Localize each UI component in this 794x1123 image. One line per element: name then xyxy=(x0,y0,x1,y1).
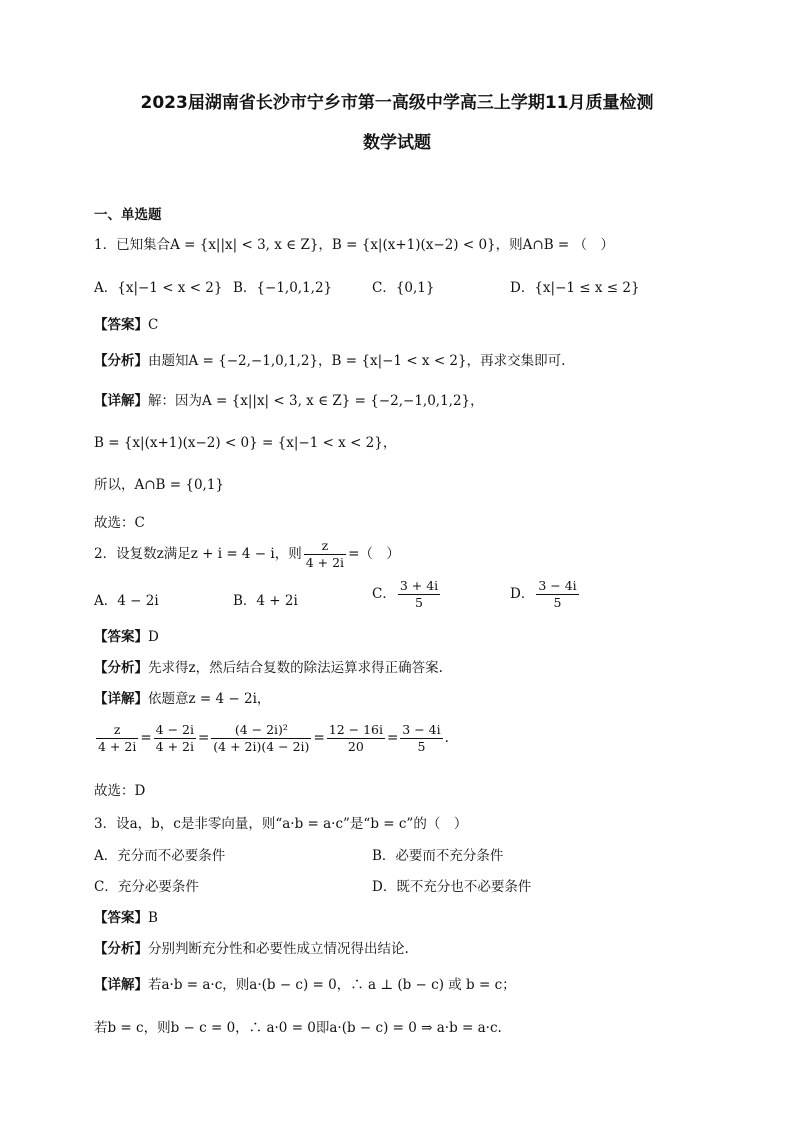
q3-detail xyxy=(94,973,516,993)
q2-equation: $\frac{z}{4 + 2i}$ = $\frac{4 - 2i}{4 + 2i}$ = $\frac{\text{(4 − 2i)²}}{(4 + 2i)(4 - 2i)}$ = $\frac{12 - 16i}{20}$ = $\frac{3 - 4i}{5}$ . xyxy=(98,722,449,754)
q1-option-d: D．{x|−1 ≤ x ≤ 2} xyxy=(510,280,640,296)
q1-detail-line3: 所以，A∩B = {0,1} xyxy=(94,477,225,493)
analysis-tag: 【分析】 xyxy=(94,941,148,957)
q1-detail-line2: B = {x|(x+1)(x−2) < 0} = {x|−1 < x < 2}， xyxy=(94,435,397,451)
q2-stem-text: 2．设复数z满足z + i = 4 − i，则 xyxy=(94,546,302,562)
q1-analysis xyxy=(94,349,565,369)
answer-tag: 【答案】 xyxy=(94,629,148,645)
q2-option-c-fraction: $\frac{3 + 4i}{5}$ xyxy=(399,578,439,610)
analysis-text: 分别判断充分性和必要性成立情况得出结论. xyxy=(148,941,409,957)
answer-value: C xyxy=(148,317,159,333)
q1-answer xyxy=(94,313,158,333)
answer-value: D xyxy=(148,629,159,645)
q1-option-a: A．{x|−1 < x < 2} xyxy=(94,280,223,296)
q1-option-c: C．{0,1} xyxy=(372,280,435,296)
q2-option-a: A．4 − 2i xyxy=(94,593,159,609)
q3-option-a: A．充分而不必要条件 xyxy=(94,848,226,864)
analysis-text: 由题知A = {−2,−1,0,1,2}，B = {x|−1 < x < 2}，再求交集即可. xyxy=(148,353,566,369)
section-heading: 一、单选题 xyxy=(94,207,162,223)
q3-option-b: B．必要而不充分条件 xyxy=(372,848,504,864)
detail-tag: 【详解】 xyxy=(94,977,148,993)
q2-option-b: B．4 + 2i xyxy=(233,593,298,609)
q2-option-d-fraction: $\frac{3 - 4i}{5}$ xyxy=(538,578,577,610)
q2-stem-fraction: $\frac{z}{4 + 2i}$ xyxy=(305,538,345,570)
answer-tag: 【答案】 xyxy=(94,910,148,926)
q3-detail-line2: 若b = c，则b − c = 0，∴ a·0 = 0即a·(b − c) = 0 ⇒ a·b = a·c. xyxy=(94,1020,502,1036)
analysis-tag: 【分析】 xyxy=(94,660,148,676)
q3-answer xyxy=(94,906,158,926)
q3-stem: 3．设a，b，c是非零向量，则“a·b = a·c”是“b = c”的（ ） xyxy=(94,816,468,832)
q1-detail xyxy=(94,389,484,409)
q2-option-c: C． $\frac{3 + 4i}{5}$ xyxy=(372,578,439,610)
q2-answer xyxy=(94,625,159,645)
q2-stem: 2．设复数z满足z + i = 4 − i，则 $\frac{z}{4 + 2i}$ =（ ） xyxy=(94,538,400,570)
q1-choose: 故选：C xyxy=(94,515,145,531)
q3-analysis xyxy=(94,937,409,957)
analysis-tag: 【分析】 xyxy=(94,353,148,369)
answer-tag: 【答案】 xyxy=(94,317,148,333)
detail-text: 解：因为A = {x||x| < 3, x ∈ Z} = {−2,−1,0,1,2}， xyxy=(148,393,484,409)
document-subtitle: 数学试题 xyxy=(363,133,431,153)
detail-text: 依题意z = 4 − 2i， xyxy=(148,691,271,707)
analysis-text: 先求得z，然后结合复数的除法运算求得正确答案. xyxy=(148,660,443,676)
q2-option-d: D． $\frac{3 - 4i}{5}$ xyxy=(510,578,577,610)
detail-tag: 【详解】 xyxy=(94,691,148,707)
q2-choose: 故选：D xyxy=(94,783,146,799)
q1-option-b: B．{−1,0,1,2} xyxy=(233,280,333,296)
q2-detail xyxy=(94,687,270,707)
detail-text: 若a·b = a·c，则a·(b − c) = 0，∴ a ⊥ (b − c) 或 b = c； xyxy=(148,977,516,993)
q1-stem: 1．已知集合A = {x||x| < 3, x ∈ Z}，B = {x|(x+1)(x−2) < 0}，则A∩B = （ ） xyxy=(94,237,615,253)
q2-analysis xyxy=(94,656,443,676)
detail-tag: 【详解】 xyxy=(94,393,148,409)
document-title: 2023届湖南省长沙市宁乡市第一高级中学高三上学期11月质量检测 xyxy=(140,93,654,113)
q3-option-d: D．既不充分也不必要条件 xyxy=(372,879,532,895)
answer-value: B xyxy=(148,910,158,926)
q3-option-c: C．充分必要条件 xyxy=(94,879,199,895)
